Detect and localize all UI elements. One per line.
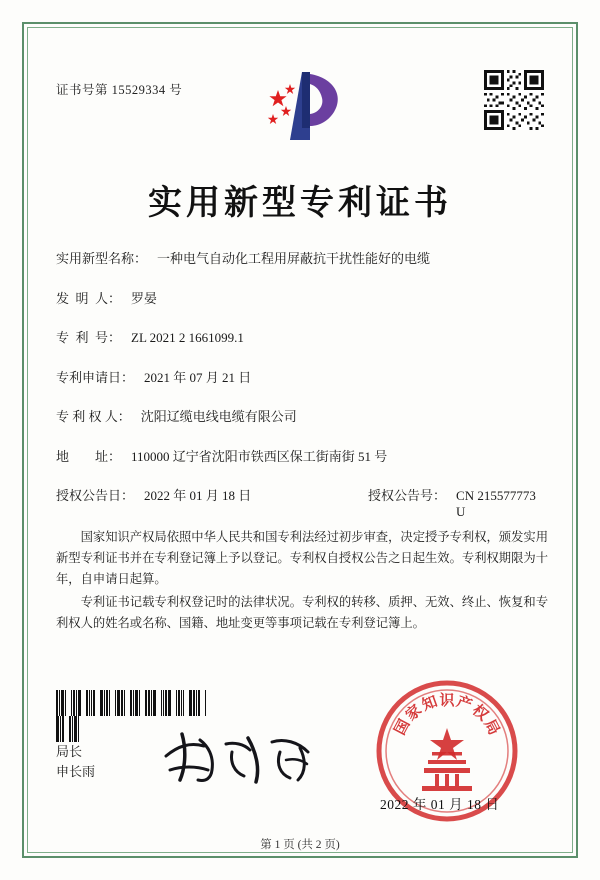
- page-footer: 第 1 页 (共 2 页): [260, 839, 340, 851]
- field-row-address: [56, 446, 548, 465]
- field-row-announcement: [56, 485, 548, 520]
- field-value-announcement-date: 2022 年 01 月 18 日: [144, 488, 252, 503]
- field-value: 罗晏: [131, 290, 158, 306]
- signature-role: 局长: [56, 744, 83, 759]
- field-row-name: [56, 248, 548, 267]
- paragraph-grant: 国家知识产权局依照中华人民共和国专利法经过初步审查，决定授予专利权，颁发实用新型专利证书并在专利登记簿上予以登记。专利权自授权公告之日起生效。专利权期限为十年，自申请日起算。: [56, 530, 548, 586]
- field-label: 实用新型名称：: [56, 251, 148, 266]
- field-list: [56, 248, 548, 541]
- field-value: 2021 年 07 月 21 日: [144, 369, 252, 385]
- seal-date: 2022 年 01 月 18 日: [380, 797, 500, 812]
- svg-text:局: 局: [480, 717, 502, 738]
- page-title: 实用新型专利证书: [148, 185, 452, 222]
- field-value: ZL 2021 2 1661099.1: [131, 330, 244, 345]
- field-row-inventor: [56, 288, 548, 307]
- field-label: 专 利 权 人：: [56, 409, 131, 424]
- svg-text:权: 权: [468, 702, 491, 725]
- field-value: 一种电气自动化工程用屏蔽抗干扰性能好的电缆: [157, 251, 431, 266]
- svg-text:国: 国: [392, 717, 414, 738]
- field-label-announcement-number: 授权公告号：: [368, 488, 447, 503]
- handwritten-signature-icon: [160, 726, 320, 788]
- field-label: 专利申请日：: [56, 369, 135, 385]
- barcode-icon: [56, 690, 208, 716]
- field-row-application-date: [56, 367, 548, 386]
- signature-name: 申长雨: [56, 764, 96, 779]
- field-label: 专 利 号：: [56, 330, 122, 345]
- field-row-patent-number: [56, 327, 548, 346]
- field-value: 110000 辽宁省沈阳市铁西区保工街南街 51 号: [131, 448, 388, 464]
- qr-code-icon: [484, 70, 544, 130]
- signature-block: [56, 742, 95, 782]
- certificate-number: 证书号第 15529334 号: [56, 83, 183, 97]
- svg-text:识: 识: [439, 693, 455, 709]
- field-value-announcement-number: CN 215577773 U: [456, 488, 536, 519]
- field-label: 发 明 人：: [56, 290, 122, 306]
- paragraph-registry: 专利证书记载专利权登记时的法律状况。专利权的转移、质押、无效、终止、恢复和专利权人的姓名或名称、国籍、地址变更等事项记载在专利登记簿上。: [56, 595, 548, 630]
- field-label-announcement-date: 授权公告日：: [56, 488, 135, 503]
- svg-text:知: 知: [420, 693, 440, 715]
- svg-text:产: 产: [454, 693, 474, 715]
- patent-office-emblem-icon: [250, 68, 360, 144]
- field-value: 沈阳辽缆电线电缆有限公司: [140, 409, 297, 424]
- legal-text: [56, 527, 548, 636]
- field-row-patentee: [56, 406, 548, 425]
- svg-text:家: 家: [403, 702, 426, 725]
- field-label: 地 址：: [56, 448, 122, 464]
